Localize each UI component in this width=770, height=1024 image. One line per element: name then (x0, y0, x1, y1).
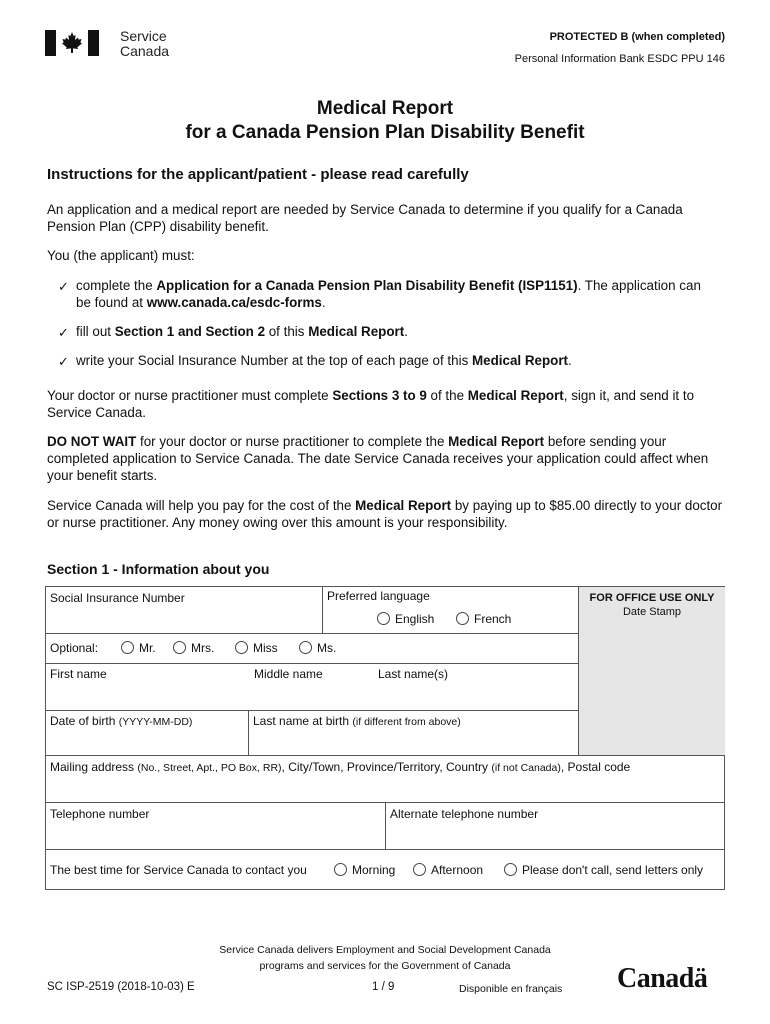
last-name-label: Last name(s) (378, 667, 449, 681)
checkmark-icon: ✓ (58, 354, 69, 369)
ms-radio[interactable] (299, 641, 312, 654)
mr-option[interactable]: Mr. (121, 641, 156, 655)
intro-paragraph: An application and a medical report are needed by Service Canada to determine if you qualify for a Canada Pension Plan (CPP) disability benefit. (47, 202, 683, 234)
miss-radio[interactable] (235, 641, 248, 654)
payment-paragraph: Service Canada will help you pay for the cost of the Medical Report by paying up to $85.00 directly to your doctor or nurse practitioner. Any money owing over this amount is your responsibility. (47, 498, 723, 530)
english-option[interactable]: English (377, 612, 434, 626)
doctor-paragraph: Your doctor or nurse practitioner must complete Sections 3 to 9 of the Medical Report, sign it, and send it to Service Canada. (47, 388, 695, 420)
footer-note: Service Canada delivers Employment and Social Development Canada programs and services for the Government of Canada (219, 944, 551, 972)
no-call-option[interactable]: Please don't call, send letters only (504, 863, 703, 877)
no-call-radio[interactable] (504, 863, 517, 876)
morning-radio[interactable] (334, 863, 347, 876)
page-header (45, 28, 725, 73)
do-not-wait-paragraph: DO NOT WAIT for your doctor or nurse practitioner to complete the Medical Report before sending your completed application to Service Canada. The date Service Canada receives your application could affect when your benefit starts. (47, 434, 709, 483)
ms-option[interactable]: Ms. (299, 641, 336, 655)
checklist-item: ✓ complete the Application for a Canada Pension Plan Disability Benefit (ISP1151). The application can be found at www.canada.ca/esdc-forms. (58, 278, 701, 310)
canada-wordmark-logo: Canadä (617, 963, 708, 994)
office-use-box: FOR OFFICE USE ONLY Date Stamp (579, 587, 725, 756)
page-number: 1 / 9 (372, 981, 395, 993)
afternoon-radio[interactable] (413, 863, 426, 876)
page-title: Medical Report for a Canada Pension Plan Disability Benefit (185, 98, 585, 143)
mrs-option[interactable]: Mrs. (173, 641, 214, 655)
sin-field[interactable]: Social Insurance Number (46, 587, 323, 634)
checklist-item: ✓ fill out Section 1 and Section 2 of this Medical Report. (58, 324, 408, 340)
department-name: Service Canada (120, 28, 170, 59)
canada-flag-icon (45, 30, 99, 56)
french-radio[interactable] (456, 612, 469, 625)
telephone-field[interactable]: Telephone number (46, 803, 386, 850)
alternate-telephone-field[interactable]: Alternate telephone number (386, 803, 725, 850)
dob-field[interactable]: Date of birth (YYYY-MM-DD) (46, 711, 249, 756)
french-option[interactable]: French (456, 612, 511, 626)
contact-time-field: The best time for Service Canada to contact you Morning Afternoon Please don't call, send letters only (50, 863, 704, 877)
section1-heading: Section 1 - Information about you (47, 561, 270, 577)
checklist-item: ✓ write your Social Insurance Number at the top of each page of this Medical Report. (58, 353, 572, 369)
miss-option[interactable]: Miss (235, 641, 278, 655)
french-availability: Disponible en français (459, 983, 563, 995)
checkmark-icon: ✓ (58, 279, 69, 294)
form-id: SC ISP-2519 (2018-10-03) E (47, 981, 195, 993)
title-field: Optional: Mr. Mrs. Miss Ms. (46, 634, 579, 664)
middle-name-label: Middle name (254, 667, 323, 681)
first-name-label: First name (50, 667, 107, 681)
preferred-language-field: Preferred language English French (323, 587, 579, 634)
mrs-radio[interactable] (173, 641, 186, 654)
instructions-heading: Instructions for the applicant/patient - please read carefully (47, 166, 469, 183)
last-name-at-birth-field[interactable]: Last name at birth (if different from above) (249, 711, 579, 756)
name-field[interactable] (46, 664, 579, 711)
morning-option[interactable]: Morning (334, 863, 395, 877)
english-radio[interactable] (377, 612, 390, 625)
protected-label: PROTECTED B (when completed) (549, 31, 725, 43)
esdc-forms-link[interactable]: www.canada.ca/esdc-forms (146, 295, 322, 310)
mailing-address-field[interactable]: Mailing address (No., Street, Apt., PO Box, RR), City/Town, Province/Territory, Country (if not Canada), Postal code (46, 756, 725, 803)
section1-form (45, 586, 725, 890)
checkmark-icon: ✓ (58, 325, 69, 340)
must-paragraph: You (the applicant) must: (47, 248, 195, 263)
afternoon-option[interactable]: Afternoon (413, 863, 483, 877)
mr-radio[interactable] (121, 641, 134, 654)
pib-label: Personal Information Bank ESDC PPU 146 (514, 53, 725, 65)
